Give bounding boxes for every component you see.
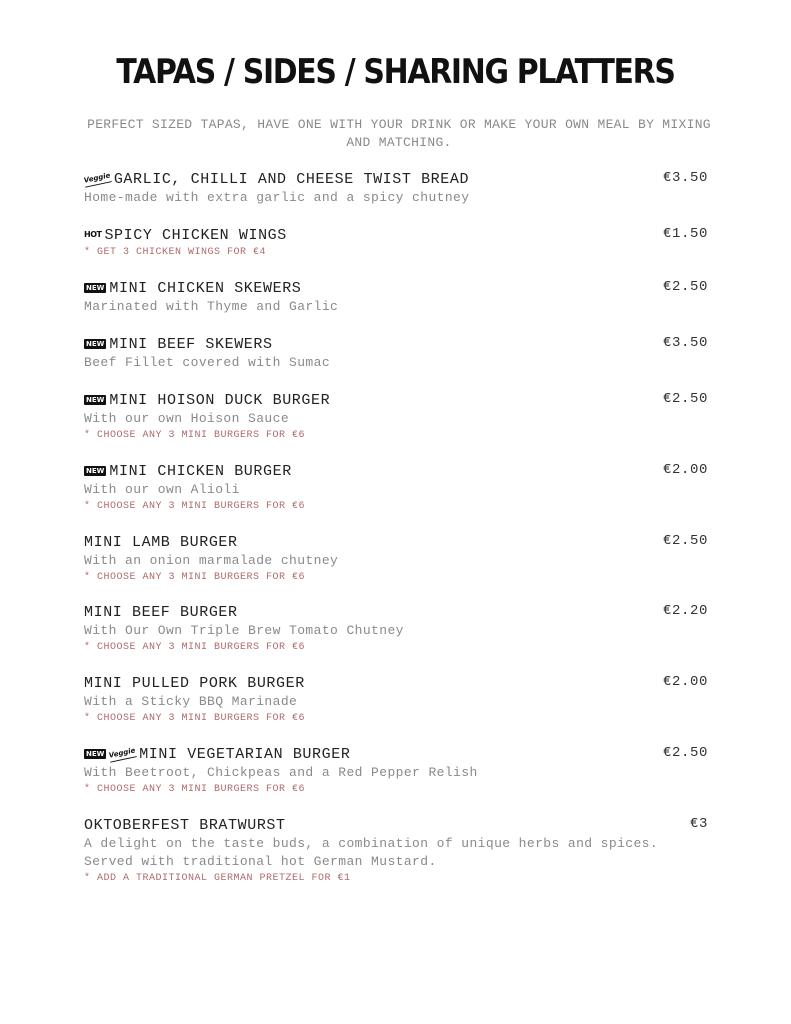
menu-item	[84, 334, 708, 372]
item-promo: * CHOOSE ANY 3 MINI BURGERS FOR €6	[84, 713, 306, 724]
item-name: MINI PULLED PORK BURGER	[84, 674, 305, 692]
new-icon: NEW	[86, 284, 105, 292]
item-name: GARLIC, CHILLI AND CHEESE TWIST BREAD	[113, 170, 470, 188]
page-title: TAPAS / SIDES / SHARING PLATTERS	[116, 52, 675, 92]
menu-intro: PERFECT SIZED TAPAS, HAVE ONE WITH YOUR DRINK OR MAKE YOUR OWN MEAL BY MIXING AND MATCHING.	[87, 117, 711, 150]
menu-item	[84, 815, 708, 887]
item-name: MINI BEEF SKEWERS	[109, 335, 273, 353]
new-icon: NEW	[86, 467, 105, 475]
item-description: With Our Own Triple Brew Tomato Chutney	[84, 623, 404, 638]
item-price: €2.50	[662, 391, 708, 407]
menu-item	[84, 532, 708, 586]
item-price: €1.50	[662, 226, 708, 242]
item-price: €2.20	[662, 603, 708, 619]
item-promo: * CHOOSE ANY 3 MINI BURGERS FOR €6	[84, 784, 306, 795]
item-name: MINI CHICKEN SKEWERS	[109, 279, 302, 297]
item-promo: * CHOOSE ANY 3 MINI BURGERS FOR €6	[84, 572, 306, 583]
item-name: OKTOBERFEST BRATWURST	[84, 816, 286, 834]
menu-item	[84, 169, 708, 207]
item-price: €3.50	[662, 335, 708, 351]
item-price: €2.00	[662, 462, 708, 478]
item-description: Marinated with Thyme and Garlic	[84, 299, 339, 314]
item-promo: * GET 3 CHICKEN WINGS FOR €4	[84, 247, 267, 258]
item-name: MINI VEGETARIAN BURGER	[139, 745, 351, 763]
item-description: A delight on the taste buds, a combination of unique herbs and spices.	[84, 836, 659, 851]
hot-icon: HOT	[84, 230, 102, 239]
menu-item	[84, 278, 708, 316]
item-description: With Beetroot, Chickpeas and a Red Pepper Relish	[84, 765, 478, 780]
item-price: €2.00	[662, 674, 708, 690]
item-description: With an onion marmalade chutney	[84, 553, 339, 568]
new-icon: NEW	[86, 750, 105, 758]
item-promo: * CHOOSE ANY 3 MINI BURGERS FOR €6	[84, 430, 306, 441]
item-name: SPICY CHICKEN WINGS	[104, 226, 287, 244]
menu-item	[84, 602, 708, 656]
menu-item	[84, 461, 708, 515]
item-price: €3	[689, 816, 708, 832]
item-description-line-2: Served with traditional hot German Mustard.	[84, 854, 437, 869]
item-promo: * ADD A TRADITIONAL GERMAN PRETZEL FOR €1	[84, 873, 351, 884]
veg-icon: Veggie	[109, 746, 138, 762]
item-price: €2.50	[662, 533, 708, 549]
item-name: MINI BEEF BURGER	[84, 603, 238, 621]
item-description: With a Sticky BBQ Marinade	[84, 694, 298, 709]
item-description: Home-made with extra garlic and a spicy chutney	[84, 190, 470, 205]
item-promo: * CHOOSE ANY 3 MINI BURGERS FOR €6	[84, 642, 306, 653]
menu-item	[84, 225, 708, 261]
new-icon: NEW	[86, 340, 105, 348]
item-price: €2.50	[662, 279, 708, 295]
item-promo: * CHOOSE ANY 3 MINI BURGERS FOR €6	[84, 501, 306, 512]
item-price: €3.50	[662, 170, 708, 186]
menu-item	[84, 673, 708, 727]
item-description: With our own Alioli	[84, 482, 240, 497]
item-name: MINI LAMB BURGER	[84, 533, 238, 551]
item-description: With our own Hoison Sauce	[84, 411, 290, 426]
item-description: Beef Fillet covered with Sumac	[84, 355, 331, 370]
item-name: MINI CHICKEN BURGER	[109, 462, 292, 480]
new-icon: NEW	[86, 396, 105, 404]
menu-item	[84, 390, 708, 444]
veg-icon: Veggie	[83, 171, 112, 187]
item-name: MINI HOISON DUCK BURGER	[109, 391, 331, 409]
menu-item	[84, 744, 708, 798]
item-price: €2.50	[662, 745, 708, 761]
